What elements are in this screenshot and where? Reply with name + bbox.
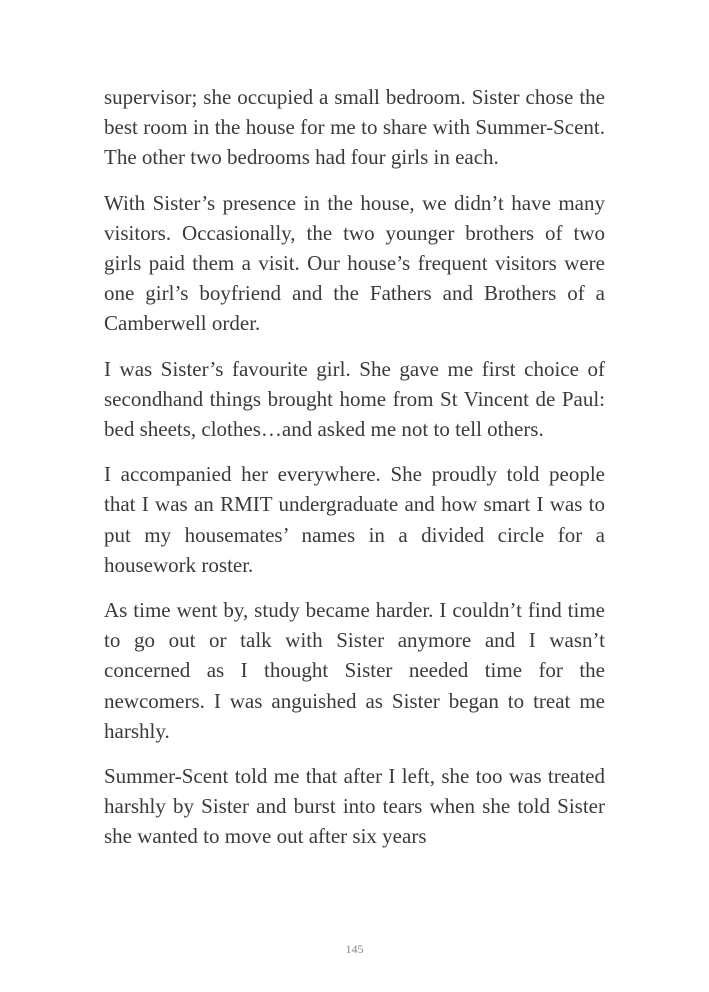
paragraph-2: With Sister’s presence in the house, we didn’t have many visitors. Occasionally, the two younger brothers of two girls paid them a visit. Our house’s frequent visitors were one girl’s boyfriend and the Fathers and Brothers of a Camberwell order. <box>104 190 605 336</box>
page-number: 145 <box>345 942 364 956</box>
paragraph-3: I was Sister’s favourite girl. She gave me first choice of secondhand things brought home from St Vincent de Paul: bed sheets, clothes…and asked me not to tell others. <box>104 356 605 442</box>
paragraph-4: I accompanied her everywhere. She proudly told people that I was an RMIT undergraduate and how smart I was to put my housemates’ names in a divided circle for a housework roster. <box>104 462 605 577</box>
body-text <box>104 82 605 867</box>
paragraph-1: supervisor; she occupied a small bedroom. Sister chose the best room in the house for me to share with Summer-Scent. The other two bedrooms had four girls in each. <box>104 85 605 170</box>
paragraph-5: As time went by, study became harder. I couldn’t find time to go out or talk with Sister anymore and I wasn’t concerned as I thought Sister needed time for the newcomers. I was anguished as Sister began to treat me harshly. <box>104 598 605 743</box>
paragraph-6: Summer-Scent told me that after I left, she too was treated harshly by Sister and burst into tears when she told Sister she wanted to move out after six years <box>104 764 605 849</box>
